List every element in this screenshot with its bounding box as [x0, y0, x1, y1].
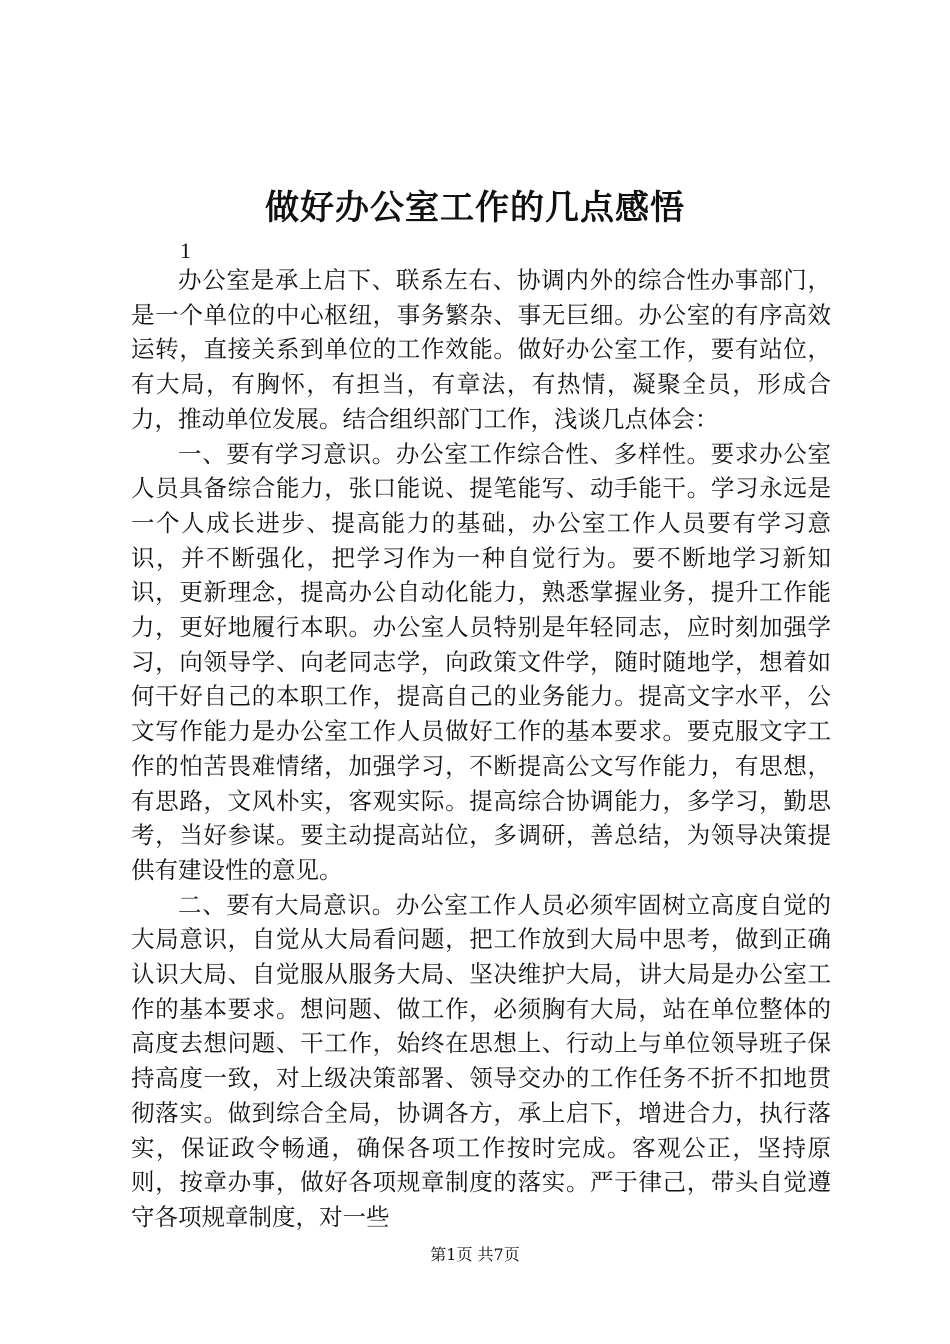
- document-body: [131, 263, 831, 1235]
- paragraph-overall-awareness: 二、要有大局意识。办公室工作人员必须牢固树立高度自觉的大局意识，自觉从大局看问题，把工作放到大局中思考，做到正确认识大局、自觉服从服务大局、坚决维护大局，讲大局是办公室工作的基本要求。想问题、做工作，必须胸有大局，站在单位整体的高度去想问题、干工作，始终在思想上、行动上与单位领导班子保持高度一致，对上级决策部署、领导交办的工作任务不折不扣地贯彻落实。做到综合全局，协调各方，承上启下，增进合力，执行落实，保证政令畅通，确保各项工作按时完成。客观公正，坚持原则，按章办事，做好各项规章制度的落实。严于律己，带头自觉遵守各项规章制度，对一些: [131, 890, 831, 1231]
- page-footer: 第1页 共7页: [430, 1245, 520, 1264]
- document-title: 做好办公室工作的几点感悟: [265, 188, 685, 228]
- paragraph-intro: 办公室是承上启下、联系左右、协调内外的综合性办事部门，是一个单位的中心枢纽，事务繁杂、事无巨细。办公室的有序高效运转，直接关系到单位的工作效能。做好办公室工作，要有站位，有大局，有胸怀，有担当，有章法，有热情，凝聚全员，形成合力，推动单位发展。结合组织部门工作，浅谈几点体会：: [131, 266, 831, 433]
- paragraph-learning-awareness: 一、要有学习意识。办公室工作综合性、多样性。要求办公室人员具备综合能力，张口能说、提笔能写、动手能干。学习永远是一个人成长进步、提高能力的基础，办公室工作人员要有学习意识，并不断强化，把学习作为一种自觉行为。要不断地学习新知识，更新理念，提高办公自动化能力，熟悉掌握业务，提升工作能力，更好地履行本职。办公室人员特别是年轻同志，应时刻加强学习，向领导学、向老同志学，向政策文件学，随时随地学，想着如何干好自己的本职工作，提高自己的业务能力。提高文字水平，公文写作能力是办公室工作人员做好工作的基本要求。要克服文字工作的怕苦畏难情绪，加强学习，不断提高公文写作能力，有思想，有思路，文风朴实，客观实际。提高综合协调能力，多学习，勤思考，当好参谋。要主动提高站位，多调研，善总结，为领导决策提供有建设性的意见。: [131, 439, 831, 884]
- section-number: 1: [180, 238, 191, 263]
